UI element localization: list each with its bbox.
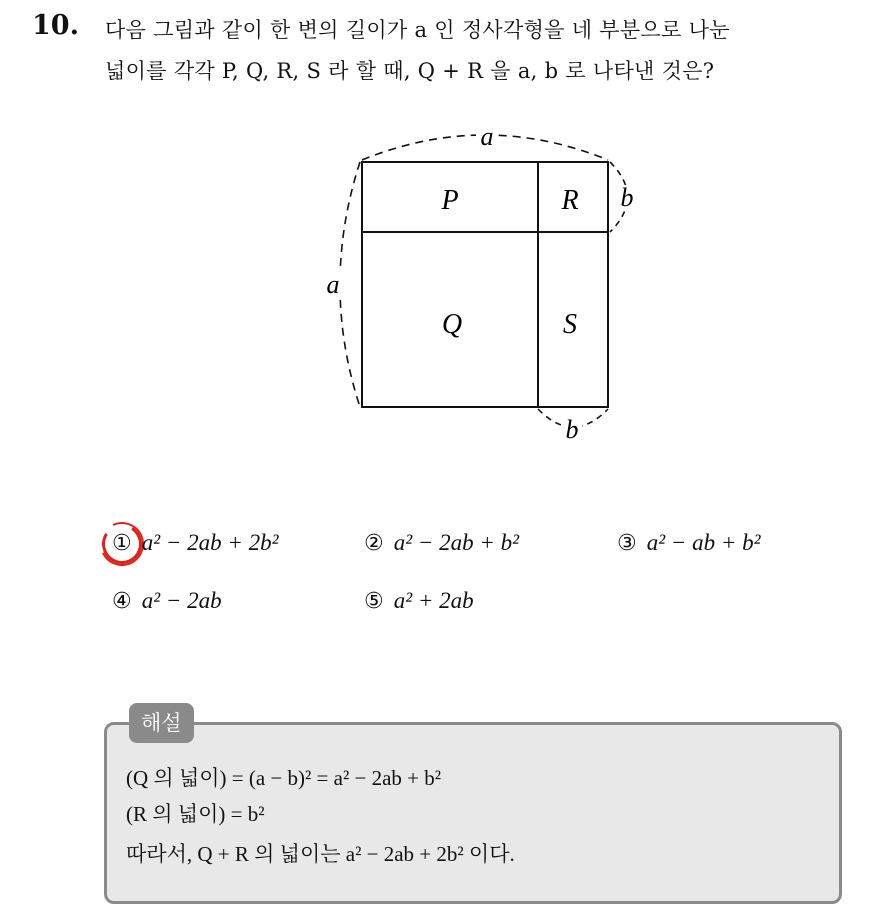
choice-5-expression: a² + 2ab bbox=[393, 588, 474, 613]
question-number: 10. bbox=[32, 10, 79, 41]
solution-line-1: (Q 의 넓이) = (a − b)² = a² − 2ab + b² bbox=[126, 766, 442, 790]
choice-1-expression: a² − 2ab + 2b² bbox=[141, 530, 279, 555]
region-Q: Q bbox=[441, 309, 463, 340]
choice-4-expression: a² − 2ab bbox=[141, 588, 222, 613]
choice-1[interactable] bbox=[112, 530, 279, 556]
label-right-b: b bbox=[620, 183, 634, 212]
choice-2-expression: a² − 2ab + b² bbox=[393, 530, 520, 555]
label-bottom-b: b bbox=[565, 415, 579, 444]
choice-4[interactable] bbox=[112, 588, 222, 614]
choice-5[interactable] bbox=[364, 588, 474, 614]
solution-tag: 해설 bbox=[129, 703, 194, 743]
choice-2[interactable] bbox=[364, 530, 519, 556]
solution-line-2: (R 의 넓이) = b² bbox=[126, 802, 265, 826]
choice-4-number: ④ bbox=[112, 588, 132, 614]
region-P: P bbox=[441, 185, 459, 216]
choice-5-number: ⑤ bbox=[364, 588, 384, 614]
label-top-a: a bbox=[480, 122, 494, 151]
choice-3-number: ③ bbox=[617, 530, 637, 556]
label-left-a: a bbox=[326, 270, 340, 299]
question-text-line-1: 다음 그림과 같이 한 변의 길이가 a 인 정사각형을 네 부분으로 나눈 bbox=[105, 18, 730, 42]
solution-line-3: 따라서, Q + R 의 넓이는 a² − 2ab + 2b² 이다. bbox=[126, 842, 515, 866]
region-S: S bbox=[563, 309, 577, 340]
choice-3-expression: a² − ab + b² bbox=[646, 530, 761, 555]
choice-2-number: ② bbox=[364, 530, 384, 556]
choice-3[interactable] bbox=[617, 530, 761, 556]
question-text-line-2: 넓이를 각각 P, Q, R, S 라 할 때, Q + R 을 a, b 로 나타낸 것은? bbox=[105, 59, 715, 83]
square-diagram bbox=[300, 115, 660, 455]
region-R: R bbox=[561, 185, 579, 216]
choice-1-number: ① bbox=[112, 530, 132, 556]
